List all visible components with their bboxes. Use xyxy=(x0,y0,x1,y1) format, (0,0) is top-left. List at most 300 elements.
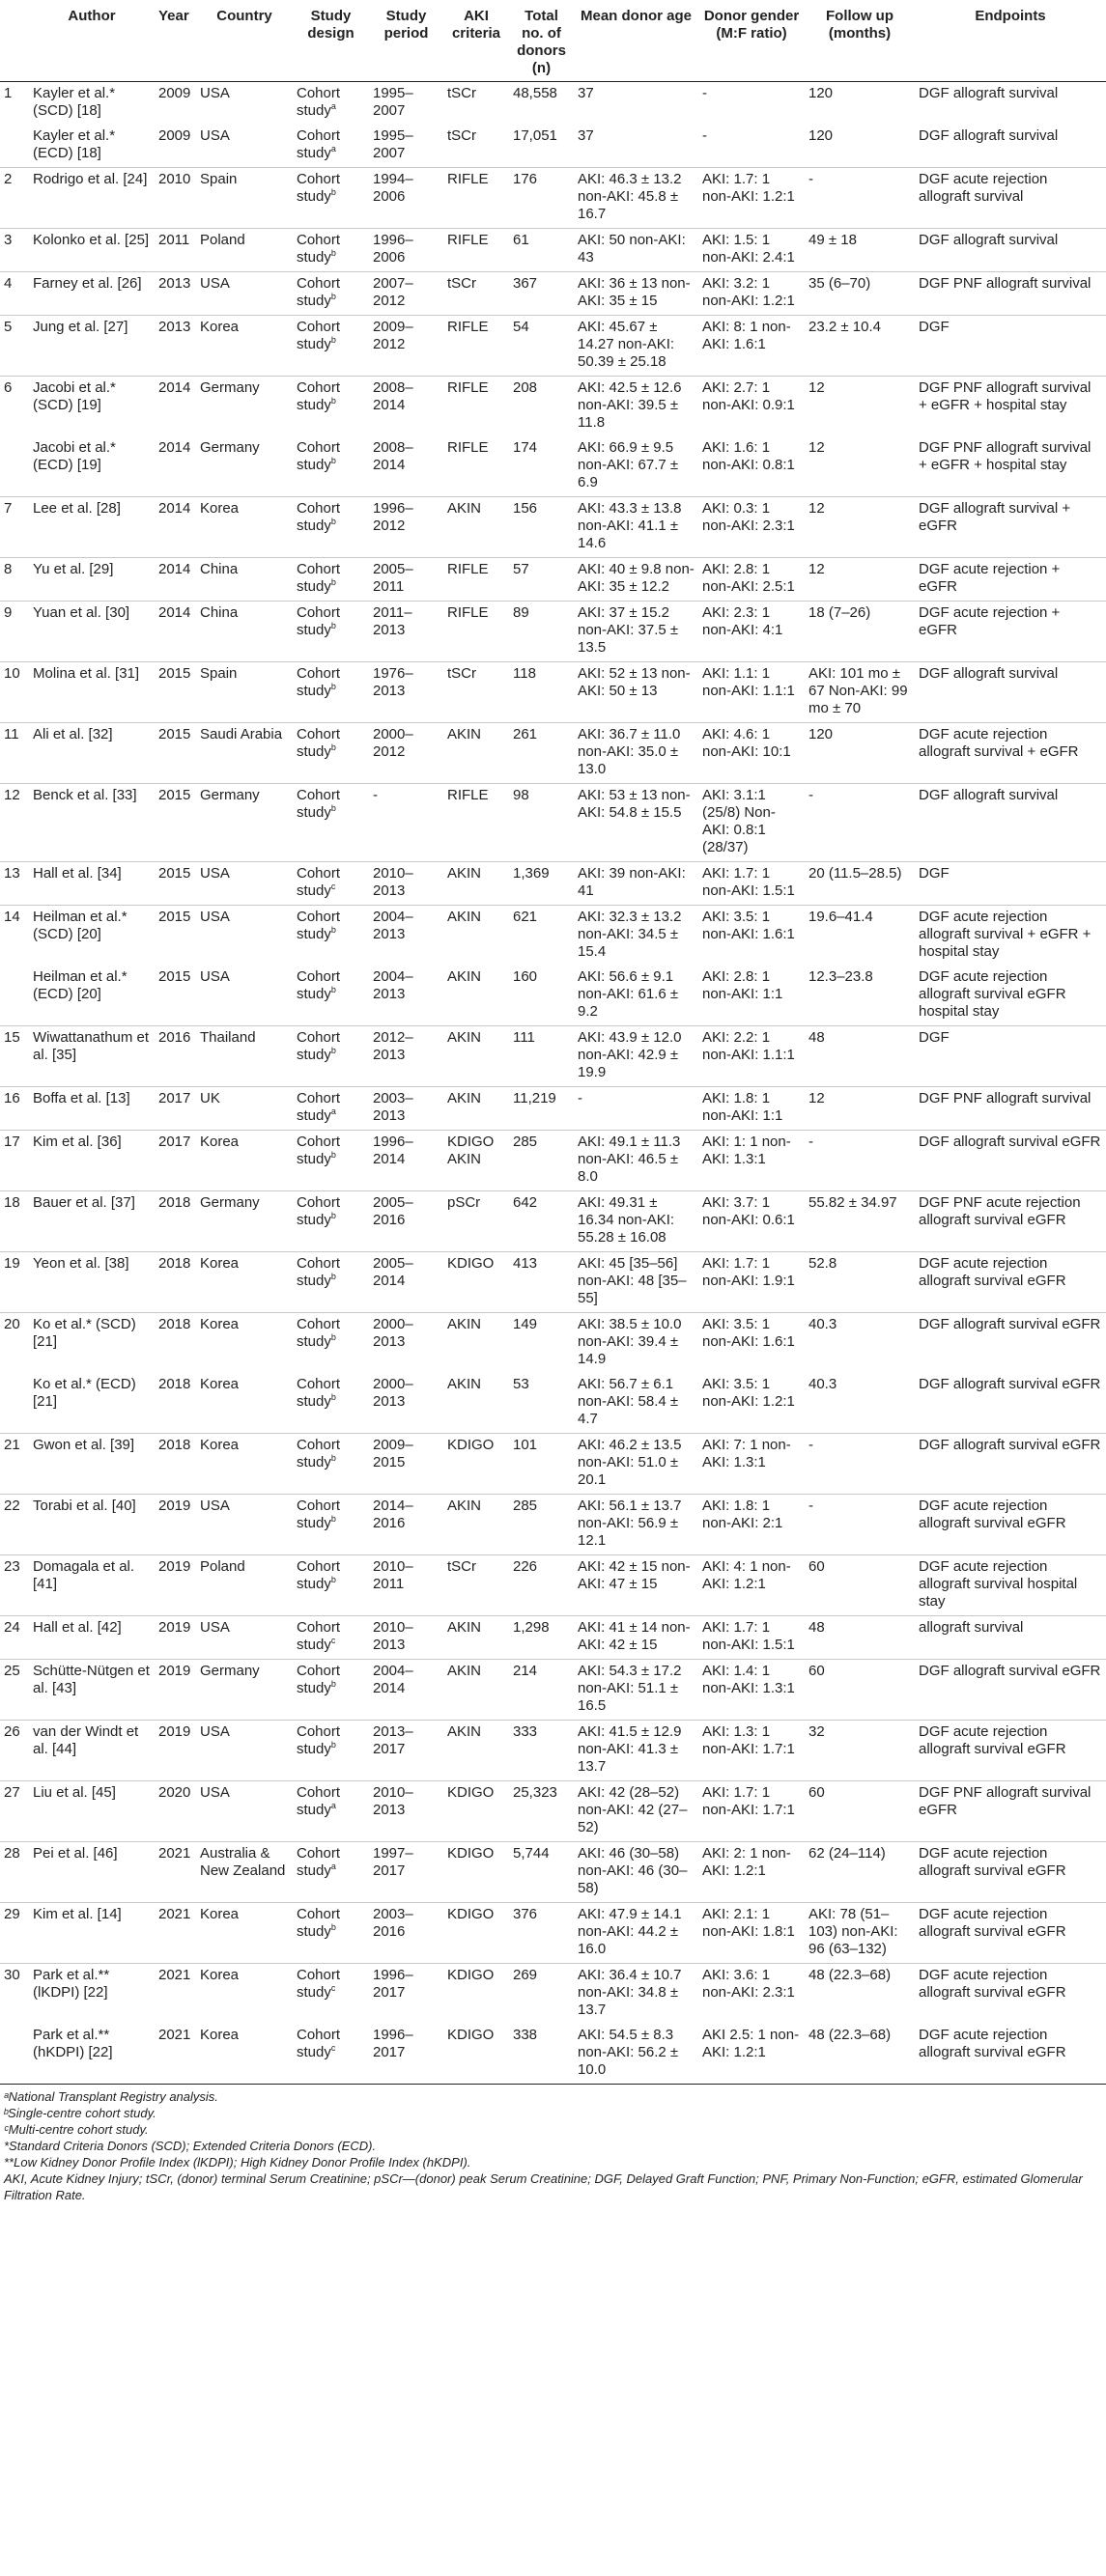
design-cell xyxy=(293,168,369,229)
year-cell xyxy=(155,662,196,723)
total-cell-text: 156 xyxy=(513,500,538,517)
endpoints-cell-text: DGF acute rejection + eGFR xyxy=(919,604,1061,638)
gender-cell xyxy=(698,1495,805,1555)
gender-cell xyxy=(698,966,805,1026)
author-cell xyxy=(29,1555,155,1616)
country-cell xyxy=(196,1555,293,1616)
design-footnote-marker: b xyxy=(330,1575,336,1584)
gender-cell xyxy=(698,1087,805,1131)
design-cell xyxy=(293,1903,369,1964)
row-index-text: 4 xyxy=(4,275,13,292)
endpoints-cell-text: DGF allograft survival eGFR xyxy=(919,1316,1101,1332)
age-cell-text: AKI: 45 [35–56] non-AKI: 48 [35–55] xyxy=(578,1255,687,1306)
age-cell-text: AKI: 45.67 ± 14.27 non-AKI: 50.39 ± 25.18 xyxy=(578,319,675,370)
gender-cell xyxy=(698,723,805,784)
follow-up-cell-text: 60 xyxy=(808,1663,825,1679)
period-cell xyxy=(369,1903,443,1964)
author-cell-text: Kayler et al.* (SCD) [18] xyxy=(33,85,116,119)
period-cell-text: 1996–2014 xyxy=(373,1134,413,1167)
follow-up-cell-text: 12 xyxy=(808,500,825,517)
gender-cell-text: AKI: 1.6: 1 non-AKI: 0.8:1 xyxy=(702,439,795,473)
author-cell xyxy=(29,1087,155,1131)
criteria-cell xyxy=(443,168,509,229)
endpoints-cell-text: DGF allograft survival xyxy=(919,127,1059,144)
endpoints-cell-text: DGF PNF allograft survival xyxy=(919,1090,1092,1106)
table-row xyxy=(0,272,1106,316)
year-cell-text: 2013 xyxy=(158,275,191,292)
design-cell xyxy=(293,602,369,662)
country-cell-text: USA xyxy=(200,1619,230,1636)
table-row xyxy=(0,125,1106,168)
endpoints-cell-text: DGF allograft survival eGFR xyxy=(919,1134,1101,1150)
period-cell xyxy=(369,1781,443,1842)
age-cell xyxy=(574,497,698,558)
gender-cell xyxy=(698,1721,805,1781)
gender-cell xyxy=(698,662,805,723)
endpoints-cell-text: DGF allograft survival xyxy=(919,232,1059,248)
age-cell-text: AKI: 46 (30–58) non-AKI: 46 (30–58) xyxy=(578,1845,688,1896)
author-cell-text: Jacobi et al.* (SCD) [19] xyxy=(33,379,116,413)
country-cell-text: USA xyxy=(200,968,230,985)
age-cell-text: AKI: 66.9 ± 9.5 non-AKI: 67.7 ± 6.9 xyxy=(578,439,679,490)
design-cell xyxy=(293,316,369,377)
design-cell-text: Cohort study xyxy=(297,1194,341,1228)
period-cell-text: 2010–2011 xyxy=(373,1558,413,1592)
total-cell-text: 376 xyxy=(513,1906,538,1922)
follow-up-cell-text: 12 xyxy=(808,1090,825,1106)
age-cell xyxy=(574,272,698,316)
age-cell-text: AKI: 49.1 ± 11.3 non-AKI: 46.5 ± 8.0 xyxy=(578,1134,681,1185)
row-index-text: 17 xyxy=(4,1134,20,1150)
follow-up-cell xyxy=(805,662,915,723)
age-cell-text: AKI: 36 ± 13 non-AKI: 35 ± 15 xyxy=(578,275,691,309)
row-index xyxy=(0,1964,29,2025)
follow-up-cell-text: 120 xyxy=(808,726,834,742)
country-cell xyxy=(196,1313,293,1374)
follow-up-cell xyxy=(805,497,915,558)
design-cell-text: Cohort study xyxy=(297,1437,341,1470)
gender-cell xyxy=(698,1434,805,1495)
total-cell-text: 101 xyxy=(513,1437,538,1453)
author-cell-text: Torabi et al. [40] xyxy=(33,1498,136,1514)
endpoints-cell xyxy=(915,1555,1106,1616)
period-cell-text: 2003–2016 xyxy=(373,1906,413,1940)
endpoints-cell-text: DGF PNF acute rejection allograft survival eGFR xyxy=(919,1194,1081,1228)
author-cell xyxy=(29,966,155,1026)
endpoints-cell-text: DGF allograft survival eGFR xyxy=(919,1376,1101,1392)
period-cell xyxy=(369,1313,443,1374)
total-cell xyxy=(509,1781,574,1842)
country-cell-text: Korea xyxy=(200,1316,240,1332)
age-cell xyxy=(574,1191,698,1252)
total-cell-text: 98 xyxy=(513,787,529,803)
design-cell-text: Cohort study xyxy=(297,275,341,309)
gender-cell-text: AKI: 1.7: 1 non-AKI: 1.9:1 xyxy=(702,1255,795,1289)
row-index-text: 24 xyxy=(4,1619,20,1636)
age-cell-text: AKI: 53 ± 13 non-AKI: 54.8 ± 15.5 xyxy=(578,787,691,821)
country-cell xyxy=(196,1191,293,1252)
total-cell-text: 333 xyxy=(513,1723,538,1740)
total-cell-text: 174 xyxy=(513,439,538,456)
gender-cell xyxy=(698,602,805,662)
country-cell xyxy=(196,1842,293,1903)
follow-up-cell xyxy=(805,125,915,168)
age-cell-text: AKI: 50 non-AKI: 43 xyxy=(578,232,686,266)
period-cell xyxy=(369,1616,443,1660)
row-index-text: 7 xyxy=(4,500,13,517)
row-index xyxy=(0,1131,29,1191)
row-index xyxy=(0,229,29,272)
author-cell xyxy=(29,316,155,377)
country-cell xyxy=(196,966,293,1026)
follow-up-cell-text: 40.3 xyxy=(808,1376,837,1392)
country-cell-text: Poland xyxy=(200,1558,245,1575)
period-cell xyxy=(369,1373,443,1434)
design-cell xyxy=(293,229,369,272)
country-cell xyxy=(196,168,293,229)
design-cell-text: Cohort study xyxy=(297,85,341,119)
age-cell xyxy=(574,602,698,662)
total-cell xyxy=(509,1903,574,1964)
design-footnote-marker: a xyxy=(330,101,336,111)
period-cell-text: 2014–2016 xyxy=(373,1498,413,1531)
age-cell xyxy=(574,229,698,272)
endpoints-cell xyxy=(915,1964,1106,2025)
design-cell xyxy=(293,1191,369,1252)
endpoints-cell xyxy=(915,82,1106,126)
period-cell-text: 2008–2014 xyxy=(373,439,413,473)
author-cell-text: Heilman et al.* (SCD) [20] xyxy=(33,909,128,942)
endpoints-cell-text: DGF allograft survival xyxy=(919,787,1059,803)
row-index xyxy=(0,1721,29,1781)
country-cell xyxy=(196,1660,293,1721)
table-row xyxy=(0,1191,1106,1252)
design-cell xyxy=(293,1252,369,1313)
gender-cell xyxy=(698,1191,805,1252)
gender-cell xyxy=(698,82,805,126)
table-row xyxy=(0,1313,1106,1374)
follow-up-cell-text: 48 (22.3–68) xyxy=(808,1967,892,1983)
gender-cell-text: AKI: 1.7: 1 non-AKI: 1.7:1 xyxy=(702,1784,795,1818)
country-cell xyxy=(196,1434,293,1495)
author-cell-text: Yuan et al. [30] xyxy=(33,604,130,621)
period-cell-text: 2003–2013 xyxy=(373,1090,413,1124)
follow-up-cell xyxy=(805,1026,915,1087)
endpoints-cell xyxy=(915,1434,1106,1495)
country-cell-text: Saudi Arabia xyxy=(200,726,283,742)
total-cell xyxy=(509,1495,574,1555)
year-cell-text: 2018 xyxy=(158,1316,191,1332)
year-cell-text: 2020 xyxy=(158,1784,191,1801)
design-cell-text: Cohort study xyxy=(297,1619,341,1653)
year-cell xyxy=(155,168,196,229)
year-cell xyxy=(155,1616,196,1660)
gender-cell-text: AKI: 3.5: 1 non-AKI: 1.2:1 xyxy=(702,1376,795,1410)
criteria-cell xyxy=(443,558,509,602)
author-cell xyxy=(29,784,155,862)
endpoints-cell xyxy=(915,229,1106,272)
row-index xyxy=(0,1434,29,1495)
criteria-cell-text: RIFLE xyxy=(447,319,489,335)
gender-cell-text: AKI: 3.2: 1 non-AKI: 1.2:1 xyxy=(702,275,795,309)
period-cell xyxy=(369,125,443,168)
criteria-cell xyxy=(443,1903,509,1964)
total-cell xyxy=(509,1660,574,1721)
table-row xyxy=(0,1026,1106,1087)
year-cell xyxy=(155,966,196,1026)
follow-up-cell xyxy=(805,1495,915,1555)
author-cell-text: Ko et al.* (ECD) [21] xyxy=(33,1376,136,1410)
author-cell-text: Heilman et al.* (ECD) [20] xyxy=(33,968,128,1002)
period-cell xyxy=(369,2024,443,2085)
criteria-cell xyxy=(443,1781,509,1842)
gender-cell xyxy=(698,1131,805,1191)
gender-cell xyxy=(698,272,805,316)
follow-up-cell xyxy=(805,168,915,229)
design-cell xyxy=(293,966,369,1026)
criteria-cell xyxy=(443,2024,509,2085)
gender-cell-text: - xyxy=(702,85,707,101)
row-index-text: 10 xyxy=(4,665,20,682)
year-cell xyxy=(155,1842,196,1903)
year-cell-text: 2014 xyxy=(158,604,191,621)
period-cell xyxy=(369,862,443,906)
author-cell-text: Schütte-Nütgen et al. [43] xyxy=(33,1663,150,1696)
row-index-text: 5 xyxy=(4,319,13,335)
gender-cell-text: AKI: 2.3: 1 non-AKI: 4:1 xyxy=(702,604,783,638)
country-cell-text: USA xyxy=(200,85,230,101)
author-cell xyxy=(29,125,155,168)
criteria-cell xyxy=(443,1616,509,1660)
year-cell-text: 2019 xyxy=(158,1498,191,1514)
follow-up-cell xyxy=(805,377,915,437)
age-cell-text: AKI: 43.3 ± 13.8 non-AKI: 41.1 ± 14.6 xyxy=(578,500,682,551)
row-index xyxy=(0,662,29,723)
follow-up-cell xyxy=(805,862,915,906)
total-cell xyxy=(509,2024,574,2085)
country-cell xyxy=(196,1721,293,1781)
period-cell-text: 2004–2013 xyxy=(373,968,413,1002)
age-cell-text: AKI: 49.31 ± 16.34 non-AKI: 55.28 ± 16.08 xyxy=(578,1194,675,1246)
criteria-cell xyxy=(443,662,509,723)
table-row xyxy=(0,558,1106,602)
author-cell xyxy=(29,272,155,316)
col-total-header: Total no. of donors (n) xyxy=(509,0,574,82)
country-cell xyxy=(196,662,293,723)
period-cell-text: 2013–2017 xyxy=(373,1723,413,1757)
endpoints-cell xyxy=(915,1313,1106,1374)
design-cell-text: Cohort study xyxy=(297,439,341,473)
col-follow-header: Follow up (months) xyxy=(805,0,915,82)
criteria-cell xyxy=(443,1721,509,1781)
follow-up-cell xyxy=(805,1313,915,1374)
year-cell xyxy=(155,1131,196,1191)
design-cell xyxy=(293,784,369,862)
criteria-cell-text: KDIGO xyxy=(447,1967,495,1983)
author-cell-text: Park et al.** (hKDPI) [22] xyxy=(33,2027,113,2060)
year-cell-text: 2009 xyxy=(158,85,191,101)
total-cell xyxy=(509,1026,574,1087)
total-cell-text: 1,298 xyxy=(513,1619,550,1636)
year-cell xyxy=(155,82,196,126)
design-cell-text: Cohort study xyxy=(297,379,341,413)
row-index-text: 11 xyxy=(4,726,19,742)
endpoints-cell xyxy=(915,558,1106,602)
follow-up-cell-text: 48 xyxy=(808,1619,825,1636)
author-cell xyxy=(29,1191,155,1252)
year-cell xyxy=(155,436,196,497)
author-cell xyxy=(29,1781,155,1842)
author-cell xyxy=(29,1964,155,2025)
period-cell-text: 2009–2015 xyxy=(373,1437,413,1470)
period-cell-text: 1996–2006 xyxy=(373,232,413,266)
year-cell xyxy=(155,906,196,966)
period-cell xyxy=(369,1721,443,1781)
gender-cell xyxy=(698,1903,805,1964)
design-footnote-marker: b xyxy=(330,742,336,752)
row-index xyxy=(0,1781,29,1842)
period-cell-text: 2004–2013 xyxy=(373,909,413,942)
row-index xyxy=(0,862,29,906)
author-cell-text: Pei et al. [46] xyxy=(33,1845,118,1862)
follow-up-cell xyxy=(805,1131,915,1191)
row-index xyxy=(0,723,29,784)
country-cell-text: Korea xyxy=(200,1134,240,1150)
endpoints-cell-text: DGF acute rejection allograft survival eGFR xyxy=(919,1723,1066,1757)
design-cell xyxy=(293,1616,369,1660)
gender-cell xyxy=(698,1781,805,1842)
author-cell xyxy=(29,1252,155,1313)
endpoints-cell-text: DGF xyxy=(919,319,950,335)
age-cell xyxy=(574,966,698,1026)
total-cell xyxy=(509,229,574,272)
period-cell-text: 2009–2012 xyxy=(373,319,413,352)
age-cell-text: AKI: 41.5 ± 12.9 non-AKI: 41.3 ± 13.7 xyxy=(578,1723,682,1775)
gender-cell xyxy=(698,125,805,168)
design-cell xyxy=(293,1660,369,1721)
design-footnote-marker: b xyxy=(330,621,336,630)
gender-cell xyxy=(698,436,805,497)
country-cell xyxy=(196,1616,293,1660)
row-index xyxy=(0,558,29,602)
year-cell xyxy=(155,1903,196,1964)
age-cell xyxy=(574,906,698,966)
endpoints-cell xyxy=(915,1903,1106,1964)
criteria-cell-text: AKIN xyxy=(447,909,482,925)
period-cell-text: 2005–2011 xyxy=(373,561,413,595)
endpoints-cell-text: DGF acute rejection allograft survival eGFR xyxy=(919,1498,1066,1531)
period-cell-text: 2005–2016 xyxy=(373,1194,413,1228)
total-cell-text: 25,323 xyxy=(513,1784,557,1801)
total-cell xyxy=(509,1252,574,1313)
total-cell-text: 285 xyxy=(513,1134,538,1150)
year-cell xyxy=(155,602,196,662)
gender-cell-text: AKI: 1.7: 1 non-AKI: 1.5:1 xyxy=(702,865,795,899)
row-index xyxy=(0,1842,29,1903)
gender-cell xyxy=(698,1616,805,1660)
row-index xyxy=(0,1026,29,1087)
design-footnote-marker: b xyxy=(330,1514,336,1524)
total-cell xyxy=(509,497,574,558)
col-period-header: Study period xyxy=(369,0,443,82)
design-cell xyxy=(293,1087,369,1131)
total-cell xyxy=(509,1842,574,1903)
follow-up-cell-text: 20 (11.5–28.5) xyxy=(808,865,902,882)
author-cell-text: Lee et al. [28] xyxy=(33,500,121,517)
age-cell xyxy=(574,377,698,437)
row-index xyxy=(0,1191,29,1252)
author-cell xyxy=(29,1842,155,1903)
endpoints-cell-text: DGF acute rejection allograft survival eGFR xyxy=(919,1967,1066,2001)
design-footnote-marker: c xyxy=(330,882,336,891)
endpoints-cell-text: DGF PNF allograft survival xyxy=(919,275,1092,292)
total-cell xyxy=(509,1721,574,1781)
country-cell-text: China xyxy=(200,604,239,621)
endpoints-cell xyxy=(915,1373,1106,1434)
year-cell-text: 2014 xyxy=(158,500,191,517)
period-cell-text: 1997–2017 xyxy=(373,1845,413,1879)
design-cell-text: Cohort study xyxy=(297,1906,341,1940)
follow-up-cell-text: 48 xyxy=(808,1029,825,1046)
footnote-line: ᵇSingle-centre cohort study. xyxy=(4,2106,156,2120)
country-cell-text: Germany xyxy=(200,1194,260,1211)
criteria-cell-text: KDIGO xyxy=(447,1784,495,1801)
criteria-cell-text: RIFLE xyxy=(447,171,489,187)
period-cell-text: 1995–2007 xyxy=(373,127,413,161)
criteria-cell-text: tSCr xyxy=(447,127,476,144)
age-cell-text: AKI: 36.7 ± 11.0 non-AKI: 35.0 ± 13.0 xyxy=(578,726,681,777)
period-cell-text: 2010–2013 xyxy=(373,865,413,899)
year-cell xyxy=(155,862,196,906)
author-cell-text: Hall et al. [42] xyxy=(33,1619,122,1636)
country-cell xyxy=(196,497,293,558)
country-cell xyxy=(196,316,293,377)
country-cell-text: Korea xyxy=(200,1437,240,1453)
design-cell-text: Cohort study xyxy=(297,1723,341,1757)
row-index xyxy=(0,272,29,316)
table-row xyxy=(0,1842,1106,1903)
country-cell-text: USA xyxy=(200,127,230,144)
criteria-cell xyxy=(443,1842,509,1903)
gender-cell-text: AKI: 4: 1 non-AKI: 1.2:1 xyxy=(702,1558,791,1592)
gender-cell xyxy=(698,1964,805,2025)
total-cell-text: 89 xyxy=(513,604,529,621)
criteria-cell xyxy=(443,229,509,272)
row-index xyxy=(0,377,29,437)
country-cell-text: Spain xyxy=(200,171,238,187)
gender-cell xyxy=(698,906,805,966)
author-cell-text: Molina et al. [31] xyxy=(33,665,140,682)
design-footnote-marker: b xyxy=(330,925,336,935)
endpoints-cell xyxy=(915,662,1106,723)
criteria-cell-text: AKIN xyxy=(447,1316,482,1332)
gender-cell-text: AKI: 3.6: 1 non-AKI: 2.3:1 xyxy=(702,1967,795,2001)
follow-up-cell-text: 55.82 ± 34.97 xyxy=(808,1194,897,1211)
endpoints-cell xyxy=(915,1026,1106,1087)
follow-up-cell xyxy=(805,1660,915,1721)
table-row xyxy=(0,316,1106,377)
total-cell xyxy=(509,1964,574,2025)
total-cell xyxy=(509,316,574,377)
design-footnote-marker: b xyxy=(330,1453,336,1463)
table-row xyxy=(0,1903,1106,1964)
gender-cell-text: AKI: 4.6: 1 non-AKI: 10:1 xyxy=(702,726,791,760)
age-cell xyxy=(574,662,698,723)
table-row xyxy=(0,966,1106,1026)
follow-up-cell xyxy=(805,784,915,862)
criteria-cell xyxy=(443,82,509,126)
row-index-text: 3 xyxy=(4,232,13,248)
